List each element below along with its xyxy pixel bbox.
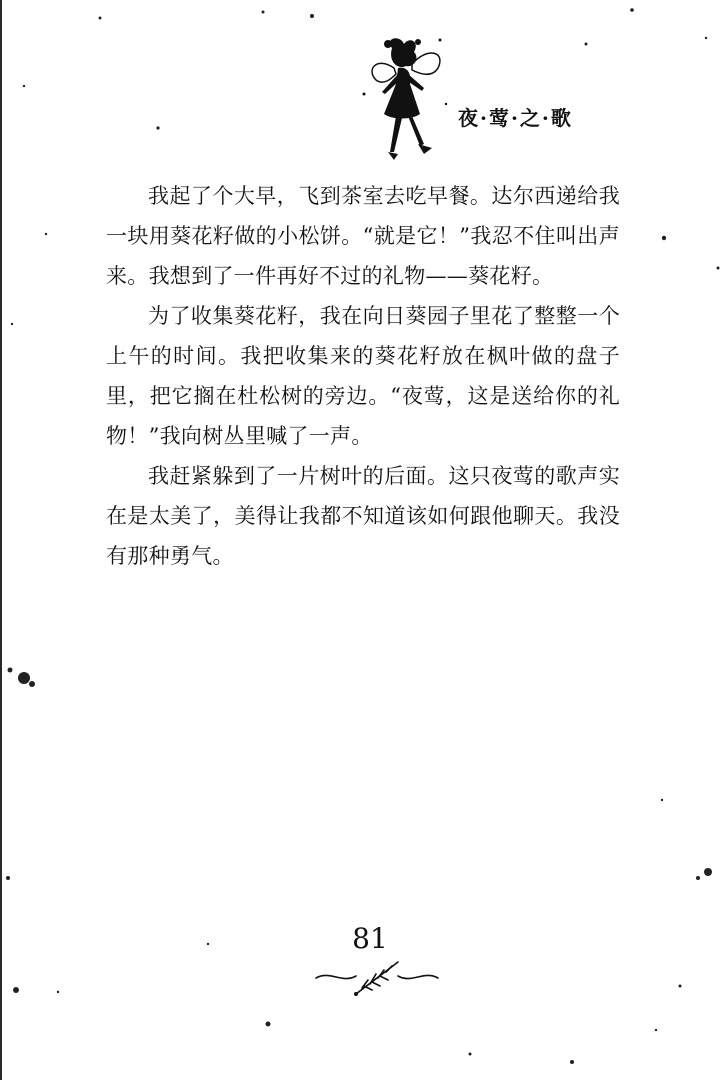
quill-flourish-icon <box>312 956 442 1000</box>
page-left-edge <box>0 0 2 1080</box>
paragraph: 为了收集葵花籽，我在向日葵园子里花了整整一个上午的时间。我把收集来的葵花籽放在枫叶做的盘子里，把它搁在杜松树的旁边。“夜莺，这是送给你的礼物！”我向树丛里喊了一声。 <box>106 304 620 448</box>
paragraph: 我赶紧躲到了一片树叶的后面。这只夜莺的歌声实在是太美了，美得让我都不知道该如何跟他聊天。我没有那种勇气。 <box>106 464 620 568</box>
running-title: 夜·莺·之·歌 <box>458 106 573 130</box>
page-number: 81 <box>352 922 388 955</box>
paragraph: 我起了个大早，飞到茶室去吃早餐。达尔西递给我一块用葵花籽做的小松饼。“就是它！”我忍不住叫出声来。我想到了一件再好不过的礼物——葵花籽。 <box>106 184 620 288</box>
fairy-illustration-icon <box>354 34 454 174</box>
page-header <box>340 30 640 180</box>
body-text <box>106 176 620 576</box>
